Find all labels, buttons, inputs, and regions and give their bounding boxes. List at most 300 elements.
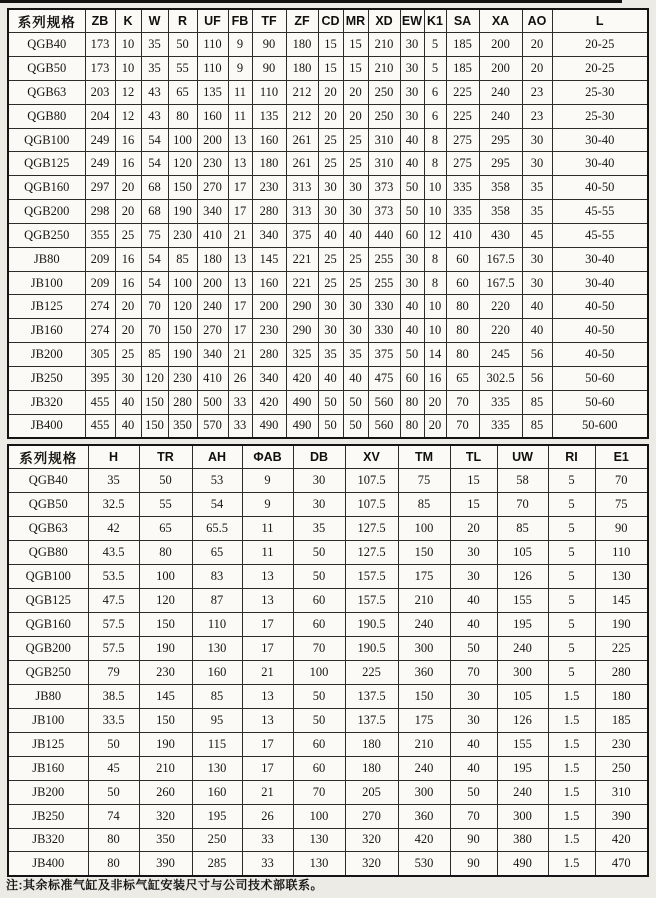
value-cell: 50 (400, 176, 424, 200)
value-cell: 300 (398, 637, 450, 661)
value-cell: 15 (343, 33, 368, 57)
value-cell: 180 (197, 247, 228, 271)
series-name-cell: JB80 (8, 684, 88, 708)
value-cell: 305 (85, 343, 115, 367)
value-cell: 30 (522, 247, 552, 271)
value-cell: 230 (197, 152, 228, 176)
value-cell: 275 (446, 152, 479, 176)
series-name-cell: QGB100 (8, 128, 85, 152)
value-cell: 15 (318, 57, 343, 81)
value-cell: 360 (398, 660, 450, 684)
value-cell: 85 (398, 493, 450, 517)
value-cell: 530 (398, 852, 450, 876)
value-cell: 25 (343, 128, 368, 152)
value-cell: 10 (424, 200, 446, 224)
value-cell: 10 (424, 319, 446, 343)
value-cell: 160 (192, 660, 242, 684)
value-cell: 249 (85, 152, 115, 176)
value-cell: 160 (252, 271, 286, 295)
value-cell: 8 (424, 152, 446, 176)
series-name-cell: QGB160 (8, 176, 85, 200)
table-row (8, 541, 648, 565)
table-row (8, 469, 648, 493)
value-cell: 10 (115, 33, 141, 57)
value-cell: 95 (192, 708, 242, 732)
value-cell: 20 (115, 200, 141, 224)
value-cell: 45 (522, 223, 552, 247)
value-cell: 225 (595, 637, 648, 661)
value-cell: 25 (343, 271, 368, 295)
value-cell: 30 (318, 319, 343, 343)
value-cell: 1.5 (548, 780, 595, 804)
value-cell: 30 (318, 295, 343, 319)
value-cell: 150 (398, 684, 450, 708)
value-cell: 30 (400, 33, 424, 57)
series-name-cell: QGB63 (8, 80, 85, 104)
value-cell: 21 (242, 660, 293, 684)
table-row (8, 223, 648, 247)
value-cell: 325 (286, 343, 318, 367)
value-cell: 40 (318, 366, 343, 390)
value-cell: 13 (242, 708, 293, 732)
value-cell: 33 (242, 828, 293, 852)
value-cell: 25-30 (552, 104, 648, 128)
value-cell: 50 (450, 637, 497, 661)
value-cell: 157.5 (345, 589, 398, 613)
table-row (8, 271, 648, 295)
value-cell: 85 (522, 414, 552, 438)
value-cell: 313 (286, 200, 318, 224)
value-cell: 85 (192, 684, 242, 708)
value-cell: 17 (242, 613, 293, 637)
value-cell: 40-50 (552, 319, 648, 343)
value-cell: 20 (450, 517, 497, 541)
table-row (8, 176, 648, 200)
table-1-body (8, 33, 648, 438)
table-row (8, 319, 648, 343)
value-cell: 155 (497, 732, 548, 756)
value-cell: 15 (343, 57, 368, 81)
column-header: W (141, 9, 168, 33)
column-header: SA (446, 9, 479, 33)
series-name-cell: JB200 (8, 780, 88, 804)
value-cell: 50 (318, 414, 343, 438)
value-cell: 180 (345, 732, 398, 756)
value-cell: 209 (85, 271, 115, 295)
value-cell: 490 (497, 852, 548, 876)
value-cell: 54 (141, 247, 168, 271)
value-cell: 145 (252, 247, 286, 271)
value-cell: 350 (139, 828, 192, 852)
value-cell: 70 (446, 390, 479, 414)
value-cell: 200 (479, 57, 522, 81)
value-cell: 9 (228, 57, 252, 81)
series-name-cell: QGB50 (8, 493, 88, 517)
series-name-cell: JB160 (8, 756, 88, 780)
value-cell: 10 (424, 295, 446, 319)
value-cell: 30 (400, 104, 424, 128)
value-cell: 30 (450, 708, 497, 732)
value-cell: 87 (192, 589, 242, 613)
value-cell: 173 (85, 33, 115, 57)
value-cell: 221 (286, 271, 318, 295)
value-cell: 120 (168, 152, 197, 176)
value-cell: 430 (479, 223, 522, 247)
value-cell: 60 (293, 613, 345, 637)
value-cell: 150 (398, 541, 450, 565)
value-cell: 30-40 (552, 247, 648, 271)
value-cell: 30 (400, 247, 424, 271)
column-header: FB (228, 9, 252, 33)
value-cell: 9 (242, 493, 293, 517)
value-cell: 65 (192, 541, 242, 565)
value-cell: 130 (293, 852, 345, 876)
value-cell: 210 (368, 33, 400, 57)
value-cell: 11 (242, 517, 293, 541)
value-cell: 290 (286, 319, 318, 343)
value-cell: 157.5 (345, 565, 398, 589)
value-cell: 80 (400, 414, 424, 438)
series-name-cell: JB160 (8, 319, 85, 343)
value-cell: 20-25 (552, 33, 648, 57)
value-cell: 274 (85, 319, 115, 343)
value-cell: 110 (197, 33, 228, 57)
value-cell: 30-40 (552, 128, 648, 152)
value-cell: 455 (85, 414, 115, 438)
value-cell: 40 (343, 366, 368, 390)
table-row (8, 828, 648, 852)
value-cell: 5 (424, 33, 446, 57)
value-cell: 5 (548, 469, 595, 493)
value-cell: 13 (228, 247, 252, 271)
header-row (8, 445, 648, 469)
value-cell: 20-25 (552, 57, 648, 81)
value-cell: 390 (595, 804, 648, 828)
value-cell: 249 (85, 128, 115, 152)
value-cell: 200 (197, 271, 228, 295)
value-cell: 26 (242, 804, 293, 828)
value-cell: 137.5 (345, 708, 398, 732)
table-row (8, 343, 648, 367)
value-cell: 190.5 (345, 613, 398, 637)
value-cell: 50 (88, 732, 139, 756)
value-cell: 25 (318, 271, 343, 295)
value-cell: 60 (293, 732, 345, 756)
value-cell: 35 (141, 33, 168, 57)
value-cell: 20 (522, 33, 552, 57)
value-cell: 16 (115, 271, 141, 295)
value-cell: 11 (242, 541, 293, 565)
value-cell: 65 (446, 366, 479, 390)
table-row (8, 200, 648, 224)
value-cell: 440 (368, 223, 400, 247)
value-cell: 40 (400, 128, 424, 152)
value-cell: 70 (141, 319, 168, 343)
value-cell: 180 (595, 684, 648, 708)
value-cell: 360 (398, 804, 450, 828)
table-row (8, 613, 648, 637)
series-name-cell: QGB50 (8, 57, 85, 81)
value-cell: 70 (595, 469, 648, 493)
value-cell: 35 (293, 517, 345, 541)
value-cell: 20 (115, 176, 141, 200)
value-cell: 255 (368, 247, 400, 271)
value-cell: 90 (252, 33, 286, 57)
value-cell: 25 (115, 223, 141, 247)
value-cell: 45-55 (552, 200, 648, 224)
value-cell: 50 (343, 390, 368, 414)
value-cell: 50 (293, 541, 345, 565)
value-cell: 80 (446, 343, 479, 367)
value-cell: 65.5 (192, 517, 242, 541)
value-cell: 300 (497, 804, 548, 828)
column-header: TF (252, 9, 286, 33)
value-cell: 310 (368, 128, 400, 152)
value-cell: 150 (141, 414, 168, 438)
value-cell: 43 (141, 80, 168, 104)
value-cell: 255 (368, 271, 400, 295)
column-header: H (88, 445, 139, 469)
value-cell: 40 (115, 390, 141, 414)
header-row (8, 9, 648, 33)
value-cell: 60 (293, 756, 345, 780)
series-name-cell: QGB125 (8, 589, 88, 613)
dimensions-table-1 (7, 8, 649, 439)
value-cell: 35 (88, 469, 139, 493)
column-header: E1 (595, 445, 648, 469)
value-cell: 33.5 (88, 708, 139, 732)
value-cell: 126 (497, 708, 548, 732)
value-cell: 358 (479, 200, 522, 224)
value-cell: 185 (446, 33, 479, 57)
value-cell: 280 (252, 343, 286, 367)
table-row (8, 128, 648, 152)
value-cell: 35 (318, 343, 343, 367)
value-cell: 100 (168, 271, 197, 295)
value-cell: 240 (398, 613, 450, 637)
value-cell: 54 (141, 128, 168, 152)
value-cell: 65 (168, 80, 197, 104)
value-cell: 30-40 (552, 271, 648, 295)
value-cell: 290 (286, 295, 318, 319)
value-cell: 45-55 (552, 223, 648, 247)
value-cell: 16 (424, 366, 446, 390)
value-cell: 167.5 (479, 271, 522, 295)
footnote: 注:其余标准气缸及非标气缸安装尺寸与公司技术部联系。 (6, 878, 323, 892)
value-cell: 205 (345, 780, 398, 804)
value-cell: 285 (192, 852, 242, 876)
value-cell: 43 (141, 104, 168, 128)
table-row (8, 295, 648, 319)
value-cell: 25-30 (552, 80, 648, 104)
value-cell: 107.5 (345, 493, 398, 517)
value-cell: 38.5 (88, 684, 139, 708)
value-cell: 225 (345, 660, 398, 684)
value-cell: 74 (88, 804, 139, 828)
value-cell: 54 (192, 493, 242, 517)
series-name-cell: JB320 (8, 390, 85, 414)
table-1-header (8, 9, 648, 33)
value-cell: 110 (197, 57, 228, 81)
column-header: XA (479, 9, 522, 33)
value-cell: 261 (286, 152, 318, 176)
value-cell: 230 (595, 732, 648, 756)
value-cell: 30 (318, 176, 343, 200)
dimensions-table-2 (7, 444, 649, 877)
value-cell: 107.5 (345, 469, 398, 493)
value-cell: 5 (548, 565, 595, 589)
value-cell: 5 (548, 589, 595, 613)
value-cell: 373 (368, 200, 400, 224)
value-cell: 230 (168, 223, 197, 247)
value-cell: 200 (252, 295, 286, 319)
value-cell: 35 (141, 57, 168, 81)
value-cell: 350 (168, 414, 197, 438)
value-cell: 240 (479, 80, 522, 104)
value-cell: 13 (228, 152, 252, 176)
value-cell: 55 (139, 493, 192, 517)
value-cell: 8 (424, 247, 446, 271)
series-name-cell: QGB63 (8, 517, 88, 541)
value-cell: 8 (424, 128, 446, 152)
value-cell: 35 (343, 343, 368, 367)
value-cell: 40-50 (552, 343, 648, 367)
series-name-cell: QGB125 (8, 152, 85, 176)
value-cell: 270 (345, 804, 398, 828)
value-cell: 54 (141, 271, 168, 295)
value-cell: 375 (368, 343, 400, 367)
table-row (8, 780, 648, 804)
value-cell: 1.5 (548, 852, 595, 876)
value-cell: 50-60 (552, 390, 648, 414)
series-name-cell: JB400 (8, 852, 88, 876)
value-cell: 43.5 (88, 541, 139, 565)
value-cell: 17 (242, 637, 293, 661)
value-cell: 79 (88, 660, 139, 684)
value-cell: 25 (115, 343, 141, 367)
value-cell: 190 (139, 637, 192, 661)
value-cell: 17 (228, 319, 252, 343)
value-cell: 410 (197, 366, 228, 390)
value-cell: 20 (522, 57, 552, 81)
table-row (8, 366, 648, 390)
value-cell: 30 (343, 200, 368, 224)
value-cell: 130 (595, 565, 648, 589)
column-header: UW (497, 445, 548, 469)
value-cell: 9 (242, 469, 293, 493)
value-cell: 100 (168, 128, 197, 152)
value-cell: 47.5 (88, 589, 139, 613)
value-cell: 410 (197, 223, 228, 247)
value-cell: 420 (252, 390, 286, 414)
value-cell: 210 (368, 57, 400, 81)
value-cell: 220 (479, 319, 522, 343)
value-cell: 210 (398, 732, 450, 756)
column-header: TR (139, 445, 192, 469)
table-row (8, 104, 648, 128)
value-cell: 70 (450, 804, 497, 828)
value-cell: 40 (115, 414, 141, 438)
value-cell: 212 (286, 80, 318, 104)
value-cell: 180 (252, 152, 286, 176)
table-row (8, 247, 648, 271)
value-cell: 145 (139, 684, 192, 708)
value-cell: 85 (522, 390, 552, 414)
value-cell: 150 (141, 390, 168, 414)
value-cell: 40 (400, 152, 424, 176)
value-cell: 32.5 (88, 493, 139, 517)
value-cell: 40 (450, 613, 497, 637)
value-cell: 60 (400, 223, 424, 247)
value-cell: 90 (450, 852, 497, 876)
value-cell: 13 (242, 684, 293, 708)
value-cell: 16 (115, 128, 141, 152)
value-cell: 204 (85, 104, 115, 128)
value-cell: 420 (595, 828, 648, 852)
value-cell: 33 (242, 852, 293, 876)
column-header: CD (318, 9, 343, 33)
table-row (8, 33, 648, 57)
table-row (8, 804, 648, 828)
value-cell: 260 (139, 780, 192, 804)
value-cell: 50 (168, 33, 197, 57)
value-cell: 50 (293, 684, 345, 708)
value-cell: 10 (424, 176, 446, 200)
table-row (8, 756, 648, 780)
value-cell: 13 (228, 128, 252, 152)
value-cell: 145 (595, 589, 648, 613)
value-cell: 11 (228, 104, 252, 128)
value-cell: 20 (343, 80, 368, 104)
value-cell: 1.5 (548, 828, 595, 852)
value-cell: 30 (343, 176, 368, 200)
value-cell: 50 (293, 708, 345, 732)
value-cell: 50 (343, 414, 368, 438)
value-cell: 90 (252, 57, 286, 81)
value-cell: 13 (242, 565, 293, 589)
value-cell: 160 (192, 780, 242, 804)
value-cell: 40 (450, 589, 497, 613)
value-cell: 17 (228, 295, 252, 319)
value-cell: 175 (398, 708, 450, 732)
value-cell: 470 (595, 852, 648, 876)
series-name-cell: QGB80 (8, 541, 88, 565)
value-cell: 250 (368, 80, 400, 104)
value-cell: 60 (400, 366, 424, 390)
table-row (8, 708, 648, 732)
value-cell: 115 (192, 732, 242, 756)
value-cell: 90 (595, 517, 648, 541)
value-cell: 240 (398, 756, 450, 780)
value-cell: 100 (139, 565, 192, 589)
table-row (8, 414, 648, 438)
value-cell: 75 (141, 223, 168, 247)
value-cell: 190 (595, 613, 648, 637)
value-cell: 280 (595, 660, 648, 684)
series-name-cell: QGB40 (8, 33, 85, 57)
value-cell: 335 (479, 414, 522, 438)
value-cell: 135 (197, 80, 228, 104)
value-cell: 20 (115, 295, 141, 319)
value-cell: 270 (197, 319, 228, 343)
column-header: ZF (286, 9, 318, 33)
column-header: 系列规格 (8, 9, 85, 33)
value-cell: 30-40 (552, 152, 648, 176)
value-cell: 209 (85, 247, 115, 271)
series-name-cell: JB250 (8, 804, 88, 828)
table-row (8, 390, 648, 414)
value-cell: 100 (293, 804, 345, 828)
